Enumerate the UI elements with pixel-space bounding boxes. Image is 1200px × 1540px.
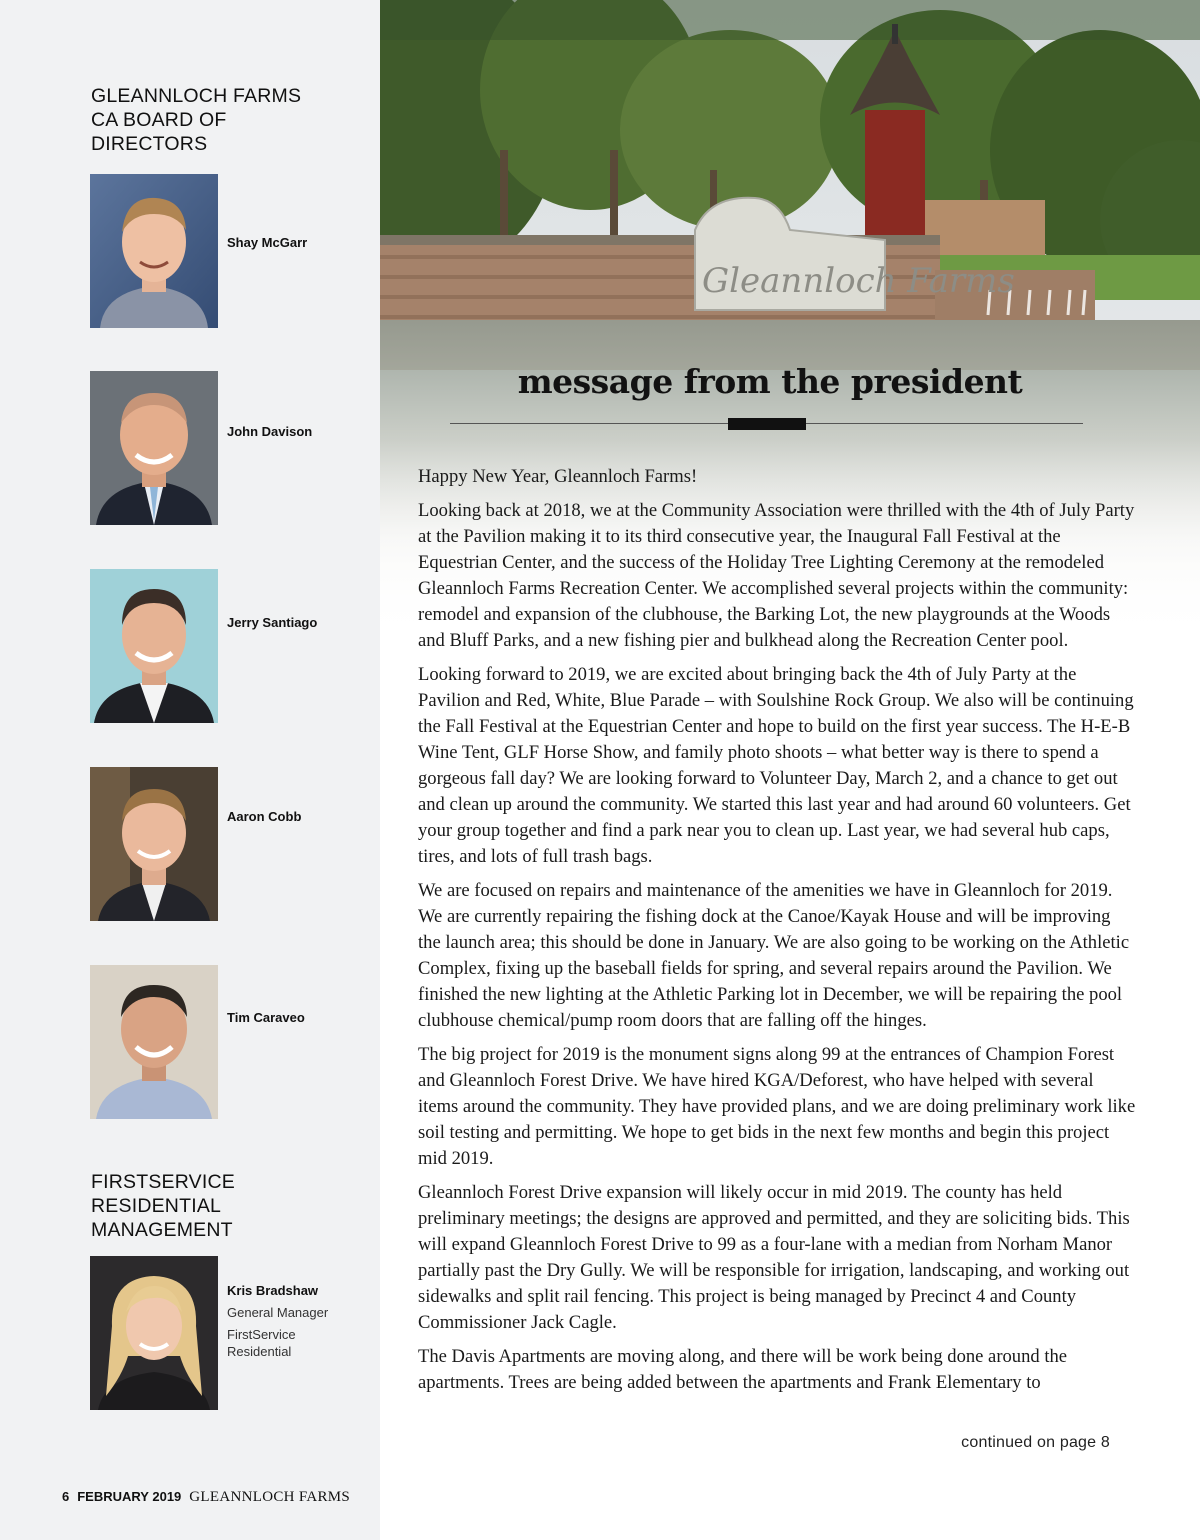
article-paragraph: Happy New Year, Gleannloch Farms! [418, 466, 698, 487]
management-heading-line: FIRSTSERVICE [91, 1171, 235, 1193]
board-heading-line: DIRECTORS [91, 133, 208, 155]
sidebar [0, 0, 380, 1540]
management-heading [91, 1170, 235, 1242]
management-heading-line: MANAGEMENT [91, 1219, 233, 1241]
member-name: Jerry Santiago [227, 615, 318, 630]
article-paragraph: Gleannloch Forest Drive expansion will likely occur in mid 2019. The county has held preliminary meetings; the designs are approved and permitted, and they are soliciting bids. This will expand Gleannloch Forest Drive to 99 as a four-lane with a median from Norham Manor partially past the Dry Gully. We will be responsible for irrigation, landscaping, and working out sidewalks and split rail fencing. This project is being managed by Precinct 4 and County Commissioner Jack Cagle. [418, 1182, 1130, 1333]
member-photo [90, 174, 218, 328]
member-photo [90, 965, 218, 1119]
member-name: Tim Caraveo [227, 1010, 305, 1025]
manager-role: General Manager [227, 1305, 329, 1320]
manager-company [227, 1326, 296, 1360]
board-heading-line: CA BOARD OF [91, 109, 227, 131]
board-heading-line: GLEANNLOCH FARMS [91, 85, 302, 107]
article-paragraph: We are focused on repairs and maintenance of the amenities we have in Gleannloch for 2019. We are currently repairing the fishing dock at the Canoe/Kayak House and will be improving the launch area; this should be done in January. We are also going to be working on the Athletic Complex, fixing up the baseball fields for spring, and several repairs around the Pavilion. We finished the new lighting at the Athletic Parking lot in December, we will be repairing the pool clubhouse chemical/pump room doors that are falling off the hinges. [418, 880, 1130, 1031]
member-photo [90, 569, 218, 723]
member-name: Shay McGarr [227, 235, 308, 250]
monument-sign-text: Gleannloch Farms [702, 261, 1015, 301]
article-body [418, 464, 1136, 1404]
publication-name: GLEANNLOCH FARMS [189, 1489, 351, 1505]
member-photo [90, 767, 218, 921]
article-paragraph: The Davis Apartments are moving along, and there will be work being done around the apartments. Trees are being added between the apartments and Frank Elementary to [418, 1346, 1068, 1393]
member-name: Aaron Cobb [227, 809, 302, 824]
article-paragraph: Looking forward to 2019, we are excited about bringing back the 4th of July Party at the Pavilion and Red, White, Blue Parade – with Soulshine Rock Group. We also will be continuing the Fall Festival at the Equestrian Center and hope to build on the first year success. The H-E-B Wine Tent, GLF Horse Show, and family photo shoots – what better way is there to spend a gorgeous fall day? We are looking forward to Volunteer Day, March 2, and a chance to get out and clean up around the community. We started this last year and had around 60 volunteers. Get your group together and find a park near you to clean up. Last year, we had several hub caps, tires, and lots of full trash bags. [418, 664, 1134, 867]
page-number: 6 [62, 1489, 70, 1504]
manager-company-line: FirstService [227, 1327, 296, 1342]
manager-company-line: Residential [227, 1344, 292, 1359]
title-rule-accent [728, 418, 806, 430]
manager-photo [90, 1256, 218, 1410]
manager-name: Kris Bradshaw [227, 1283, 319, 1298]
board-heading [91, 84, 301, 156]
page-footer [62, 1489, 350, 1506]
management-heading-line: RESIDENTIAL [91, 1195, 222, 1217]
article-title: message from the president [517, 362, 1023, 401]
article-paragraph: Looking back at 2018, we at the Community Association were thrilled with the 4th of July Party at the Pavilion making it to its third consecutive year, the Inaugural Fall Festival at the Equestrian Center, and the success of the Holiday Tree Lighting Ceremony at the remodeled Gleannloch Farms Recreation Center. We accomplished several projects within the community: remodel and expansion of the clubhouse, the Barking Lot, the new playgrounds at the Woods and Bluff Parks, and a new fishing pier and bulkhead along the Recreation Center pool. [418, 500, 1135, 651]
issue-month: FEBRUARY 2019 [77, 1489, 182, 1504]
continued-note: continued on page 8 [961, 1434, 1110, 1451]
article-paragraph: The big project for 2019 is the monument signs along 99 at the entrances of Champion Forest and Gleannloch Forest Drive. We have hired KGA/Deforest, who have helped with several items around the community. They have provided plans, and we are doing preliminary work like soil testing and permitting. We hope to get bids in the next few months and begin this project mid 2019. [418, 1044, 1136, 1169]
member-photo [90, 371, 218, 525]
member-name: John Davison [227, 424, 313, 439]
